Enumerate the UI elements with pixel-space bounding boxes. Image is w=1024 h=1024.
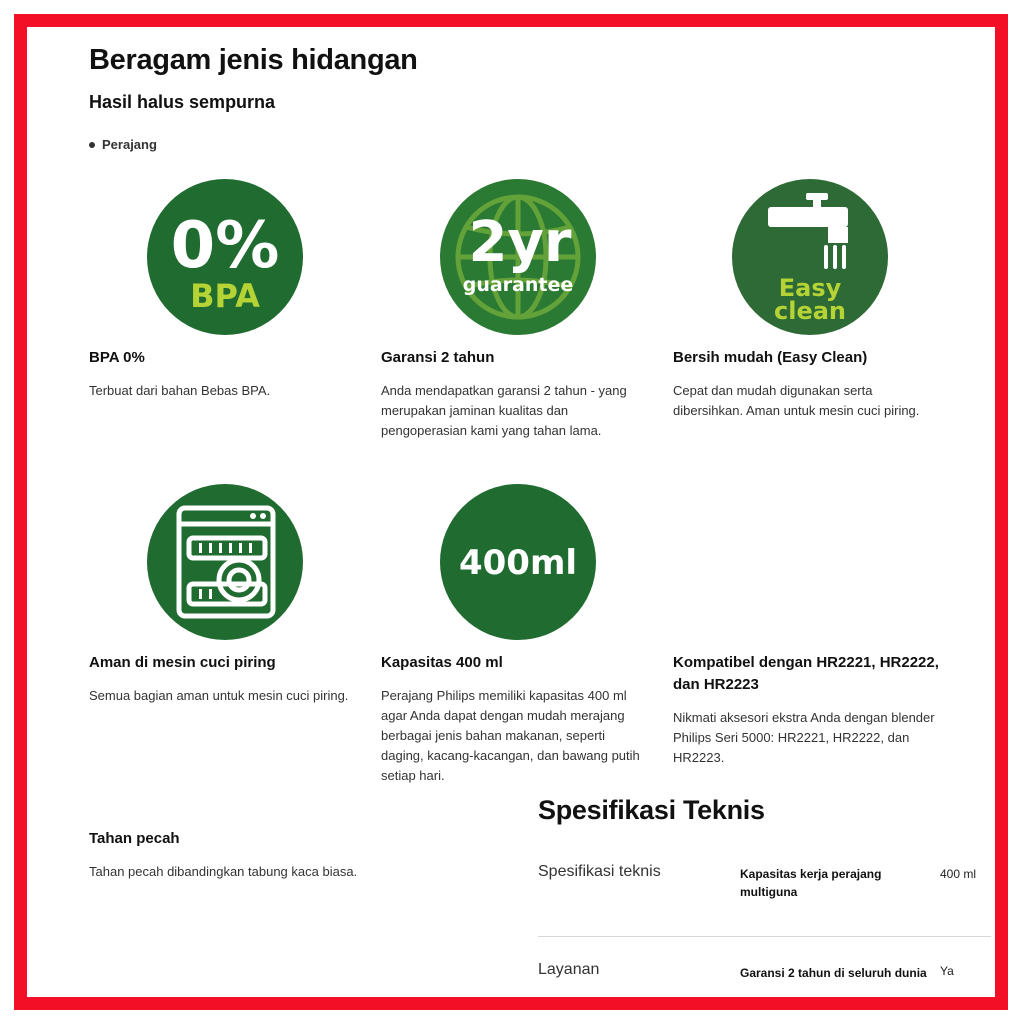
feature-title: Kapasitas 400 ml	[381, 654, 503, 671]
feature-desc: Perajang Philips memiliki kapasitas 400 ml agar Anda dapat dengan mudah merajang berbagai jenis bahan makanan, seperti daging, kacang-kacangan, dan bawang putih setiap hari.	[381, 688, 640, 783]
spec-divider	[538, 936, 991, 937]
feature-title: Aman di mesin cuci piring	[89, 654, 276, 671]
feature-bpa	[89, 347, 359, 401]
feature-title: Bersih mudah (Easy Clean)	[673, 349, 868, 366]
clean-text: clean	[773, 297, 847, 325]
feature-guarantee	[381, 347, 651, 441]
bullet-label: Perajang	[102, 137, 157, 152]
spec-title: Spesifikasi Teknis	[538, 795, 765, 825]
spec-row	[538, 862, 991, 922]
feature-title: Kompatibel dengan HR2221, HR2222, dan HR2223	[673, 654, 939, 693]
feature-desc: Semua bagian aman untuk mesin cuci piring.	[89, 688, 349, 703]
bpa-percent-text: 0%	[170, 209, 280, 283]
faucet-icon	[768, 193, 848, 269]
guarantee-years-text: 2yr	[468, 210, 572, 275]
feature-easy-clean	[673, 347, 943, 421]
feature-desc: Tahan pecah dibandingkan tabung kaca biasa.	[89, 864, 358, 879]
spec-value: 400 ml	[940, 867, 977, 881]
bpa-label-text: BPA	[190, 277, 260, 315]
feature-desc: Cepat dan mudah digunakan serta dibersihkan. Aman untuk mesin cuci piring.	[673, 383, 920, 418]
feature-title: Tahan pecah	[89, 830, 180, 847]
feature-title: Garansi 2 tahun	[381, 349, 495, 366]
bullet-item	[89, 137, 157, 152]
bpa-free-icon	[147, 179, 303, 335]
spec-label: Spesifikasi teknis	[538, 863, 661, 880]
feature-title: BPA 0%	[89, 349, 145, 366]
capacity-text: 400ml	[458, 543, 578, 583]
dishwasher-icon	[147, 484, 303, 640]
section-title: Beragam jenis hidangan	[89, 44, 418, 76]
spec-row	[538, 960, 991, 990]
easy-clean-faucet-icon	[732, 179, 888, 335]
feature-compatible	[673, 652, 943, 768]
spec-key: Garansi 2 tahun di seluruh dunia	[740, 966, 927, 980]
feature-desc: Anda mendapatkan garansi 2 tahun - yang merupakan jaminan kualitas dan pengoperasian kami yang tahan lama.	[381, 383, 627, 438]
guarantee-label-text: guarantee	[462, 274, 574, 296]
feature-dishwasher	[89, 652, 359, 706]
feature-desc: Nikmati aksesori ekstra Anda dengan blender Philips Seri 5000: HR2221, HR2222, dan HR2223.	[673, 710, 935, 765]
capacity-icon	[440, 484, 596, 640]
easy-text: Easy	[778, 274, 842, 302]
bullet-dot-icon	[89, 142, 95, 148]
feature-capacity	[381, 652, 651, 786]
spec-label: Layanan	[538, 961, 600, 978]
feature-desc: Terbuat dari bahan Bebas BPA.	[89, 383, 271, 398]
spec-key: Kapasitas kerja perajang multiguna	[740, 867, 882, 899]
section-subtitle: Hasil halus sempurna	[89, 92, 276, 112]
globe-guarantee-icon	[440, 179, 596, 335]
feature-shatterproof	[89, 828, 359, 882]
spec-value: Ya	[940, 964, 954, 978]
